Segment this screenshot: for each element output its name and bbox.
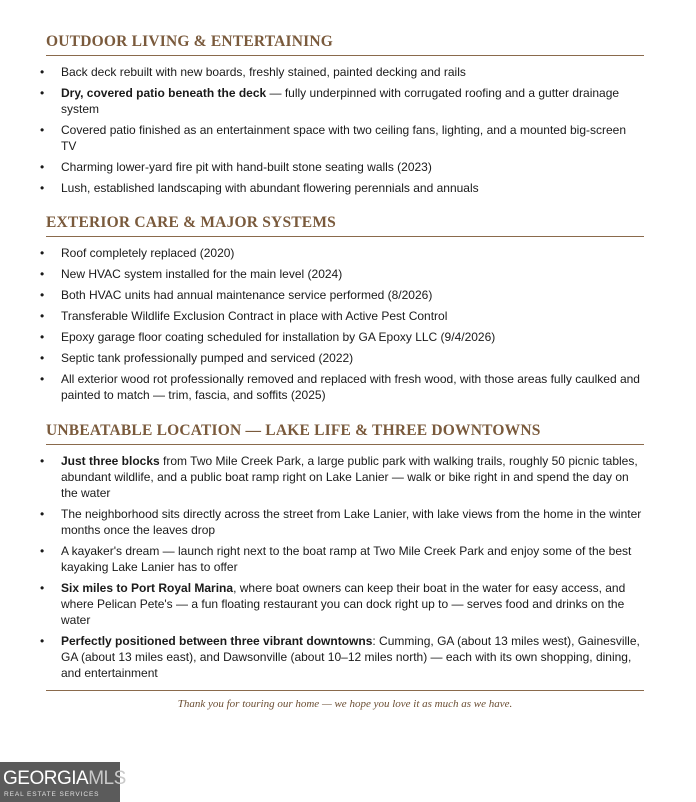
item-emphasis: Just three blocks — [61, 454, 160, 468]
thank-you-note: Thank you for touring our home — we hope you love it as much as we have. — [177, 698, 513, 710]
bullet-icon: • — [40, 181, 45, 195]
bullet-icon: • — [40, 86, 45, 100]
bullet-icon: • — [40, 160, 45, 174]
bullet-icon: • — [40, 65, 45, 79]
item-text: Both HVAC units had annual maintenance service performed (8/2026) — [61, 288, 433, 302]
list-item — [40, 580, 644, 628]
list-item — [40, 180, 644, 196]
list-item — [40, 122, 644, 154]
bullet-icon: • — [40, 581, 45, 595]
item-text: The neighborhood sits directly across the street from Lake Lanier, with lake views from the home in the winter months once the leaves drop — [61, 507, 642, 537]
bullet-icon: • — [40, 246, 45, 260]
item-text: — fully underpinned with corrugated roofing and a gutter drainage system — [61, 86, 620, 116]
item-text: Charming lower-yard fire pit with hand-built stone seating walls (2023) — [61, 160, 432, 174]
item-text: All exterior wood rot professionally removed and replaced with fresh wood, with those areas fully caulked and painted to match — trim, fascia, and soffits (2025) — [61, 372, 640, 402]
bullet-list — [40, 64, 644, 196]
bullet-icon: • — [40, 454, 45, 468]
item-text: Back deck rebuilt with new boards, freshly stained, painted decking and rails — [61, 65, 466, 79]
bullet-icon: • — [40, 267, 45, 281]
section-exterior-care — [40, 214, 644, 408]
list-item — [40, 245, 644, 261]
list-item — [40, 287, 644, 303]
item-text: Lush, established landscaping with abundant flowering perennials and annuals — [61, 181, 479, 195]
footer-divider — [46, 690, 644, 691]
item-text: Covered patio finished as an entertainment space with two ceiling fans, lighting, and a mounted big-screen TV — [61, 123, 627, 153]
list-item — [40, 266, 644, 282]
bullet-icon: • — [40, 351, 45, 365]
item-emphasis: Dry, covered patio beneath the deck — [61, 86, 267, 100]
georgia-mls-logo — [0, 762, 126, 802]
list-item — [40, 453, 644, 501]
item-text: Epoxy garage floor coating scheduled for installation by GA Epoxy LLC (9/4/2026) — [61, 330, 496, 344]
item-emphasis: Perfectly positioned between three vibrant downtowns — [61, 634, 373, 648]
section-location — [40, 422, 644, 686]
section-heading: EXTERIOR CARE & MAJOR SYSTEMS — [46, 214, 644, 237]
section-heading: OUTDOOR LIVING & ENTERTAINING — [46, 33, 644, 56]
section-outdoor-living — [40, 33, 644, 201]
list-item — [40, 506, 644, 538]
item-text: , where boat owners can keep their boat in the water for easy access, and where Pelican Pete's — a fun floating restaurant you can dock right up to — serves food and drinks on the water — [61, 581, 626, 627]
item-text: from Two Mile Creek Park, a large public park with walking trails, roughly 50 picnic tables, abundant wildlife, and a public boat ramp right on Lake Lanier — walk or bike right in and spend the day on the water — [61, 454, 638, 500]
list-item — [40, 633, 644, 681]
list-item — [40, 85, 644, 117]
bullet-icon: • — [40, 123, 45, 137]
list-item — [40, 308, 644, 324]
item-text: Transferable Wildlife Exclusion Contract in place with Active Pest Control — [61, 309, 448, 323]
list-item — [40, 543, 644, 575]
list-item — [40, 329, 644, 345]
item-text: Septic tank professionally pumped and serviced (2022) — [61, 351, 354, 365]
item-text: : Cumming, GA (about 13 miles west), Gainesville, GA (about 13 miles east), and Dawsonville (about 10–12 miles north) — each with its own shopping, dining, and entertainment — [61, 634, 640, 680]
bullet-icon: • — [40, 544, 45, 558]
bullet-icon: • — [40, 288, 45, 302]
bullet-icon: • — [40, 634, 45, 648]
bullet-list — [40, 453, 644, 681]
logo-accent-text: MLS — [88, 768, 126, 789]
bullet-icon: • — [40, 507, 45, 521]
list-item — [40, 350, 644, 366]
item-text: Roof completely replaced (2020) — [61, 246, 235, 260]
item-text: New HVAC system installed for the main level (2024) — [61, 267, 343, 281]
section-heading: UNBEATABLE LOCATION — LAKE LIFE & THREE DOWNTOWNS — [46, 422, 644, 445]
bullet-icon: • — [40, 330, 45, 344]
logo-subtitle: REAL ESTATE SERVICES — [4, 791, 100, 798]
item-emphasis: Six miles to Port Royal Marina — [61, 581, 234, 595]
logo-wordmark — [3, 768, 126, 790]
item-text: A kayaker's dream — launch right next to the boat ramp at Two Mile Creek Park and enjoy some of the best kayaking Lake Lanier has to offer — [61, 544, 632, 574]
bullet-icon: • — [40, 372, 45, 386]
bullet-icon: • — [40, 309, 45, 323]
logo-main-text: GEORGIA — [3, 768, 89, 789]
bullet-list — [40, 245, 644, 403]
list-item — [40, 159, 644, 175]
list-item — [40, 64, 644, 80]
list-item — [40, 371, 644, 403]
